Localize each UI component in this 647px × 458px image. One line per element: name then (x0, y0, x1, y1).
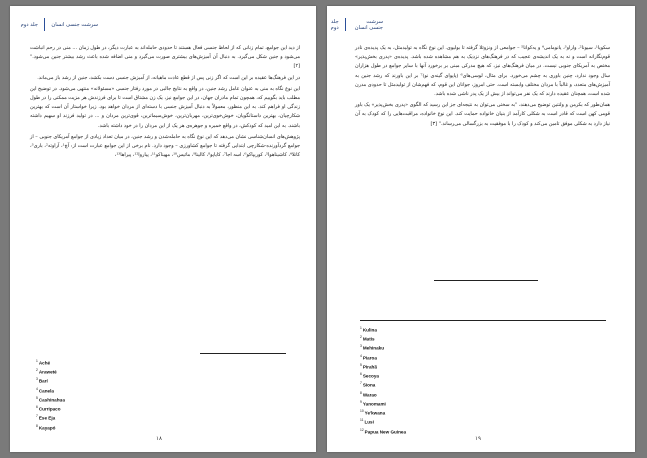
paragraph: از دید این جوامع، تمام زنانی که از لحاظ جنسی فعال هستند تا حدودی حامله‌اند به عبارت دیگر، در طول زمان ... منی در رحم انباشت می‌شود و جنین شکل می‌گیرد. به دنبال آن آمیزش‌های بیشتری صورت می‌گیرد و منی اضافه شده باعث رشد بیشتر جنین می‌شود." [۲] (30, 45, 300, 70)
paragraph: در این فرهنگ‌ها عقیده بر این است که اگر زنی پس از قطع عادت ماهیانه، از آمیزش جنسی دست بکشد، جنین از رشد باز می‌ماند. (37, 74, 300, 81)
paragraph: همان‌طور که بکرمن و ولنتین توضیح می‌دهند، "به سختی می‌توان به نتیجه‌ای جز این رسید که الگوی «پدری بخش‌پذیر» یک باور قومی کهن است که قادر است به شکلی کارآمد از بنیان خانواده حمایت کند. این نوع خانواده، مراقبت‌هایی را که کودک به آن نیاز دارد به شکلی موفق تامین می‌کند و کودک را با موفقیت به بزرگسالی می‌رساند." [۳] (355, 102, 610, 127)
paragraph: سکویا¹، سیونا²، واراو³، یانومامی⁴ و یه‌کوانا⁵ – جوامعی از ونزوئلا گرفته تا بولیوی. این نوع نگاه به تولیدمثل، به یک پدیده‌ی نادر قوم‌نگارانه است و نه به یک اندیشه‌ی عجیب که در فرهنگ‌های نزدیک به هم مشاهده شده باشد. پدیده‌ی «پدری بخش‌پذیر» مختص به آمریکای جنوبی نیست. در میان فرهنگ‌های نیز، که هیچ مدرکی مبنی بر برخورد آنها با سایر جوامع در طول هزاران سال وجود ندارد، چنین باوری به چشم می‌خورد. برای مثال، لوسی‌های⁶ (پاپوای گینه‌ی نو)⁷ بر این باورند که رشد جنین به آمیزش‌های متعدد، و غالباً با مردان مختلف وابسته است. حتی امروز، جوانان این قوم، که فهم‌شان از تولیدمثل تا حدودی مدرن شده است، همچنان عقیده دارند که یک نفر می‌تواند از بیش از یک پدر ناشی شده باشد. (355, 45, 610, 98)
footnotes (360, 325, 406, 436)
right-page (327, 6, 635, 452)
footnote: $^4$Canela (36, 386, 54, 394)
page-header (327, 18, 383, 31)
footnote: $^{11}$Lusi (360, 418, 374, 425)
volume-label: جلد دوم (20, 21, 38, 28)
footnote: $^6$Curripaco (36, 405, 61, 412)
footnote: $^3$Mehinaku (360, 344, 385, 351)
footnote: $^4$Piaroa (360, 353, 377, 361)
page-header (21, 18, 98, 31)
paragraph: این نوع نگاه به منی به عنوان عامل رشد جنین، در واقع به نتایج جالبی در مورد رفتار جنسی «مسئولانه» منتهی می‌شود. در توضیح این مطلب باید بگوییم که، همچون تمام مادران جهان، در این جوامع نیز، یک زن مشتاق است تا برای فرزندش هر مزیت ممکنی را در طول زندگی او فراهم کند. به این منظور، معمولاً به دنبال آمیزش جنسی با دسته‌ای از مردان خواهد بود. زیرا خواستار آن است که بهترین شکارچیان، بهترین داستانگویان، خوش‌خوی‌ترین، مهربان‌ترین، خوش‌سیماترین، قوی‌ترین مردان و ... در تولید فرزند او سهیم داشته باشند. به این امید که کودکش، در واقع خمیره و جوهره‌ی هر یک از این مردان را در خود داشته باشد. (30, 85, 300, 129)
paragraph: پژوهش‌های انسان‌شناسی نشان می‌دهد که این نوع نگاه به حامله‌شدن و رشد جنین، در میان تعداد زیادی از جوامع آمریکای جنوبی – از جوامع گردآورنده-شکارچی ابتدایی گرفته تا جوامع کشاورزی – وجود دارد. نام برخی از این جوامع عبارت است از: آچ¹، آراوته²، باری³، کانلا⁴، کاشینا‌هوا⁵، کوریپاکو⁶، اسه اجا⁷، کایاپو⁸، کالینا⁹، ماتیس¹⁰، مهیناکو¹¹، پیاروا¹²، پیراها¹³، (30, 133, 300, 159)
footnote: $^7$Ese Eja (36, 414, 56, 421)
footnote: $^6$Secoya (360, 372, 379, 379)
page-number: ۱۹ (475, 436, 481, 442)
footnote: $^5$Pirahã (360, 362, 377, 370)
page-number: ۱۸ (156, 436, 162, 442)
body-text (355, 44, 610, 131)
book-title: سرشت جنسی انسان (354, 18, 383, 31)
footnote: $^3$Barí (36, 377, 48, 384)
book-title: سرشت جنسی انسان (51, 21, 98, 28)
header-divider (345, 18, 346, 31)
footnote: $^{12}$Papua New Guinea (360, 427, 407, 435)
footnote: $^{10}$Ye'kwana (360, 409, 386, 416)
footnote: $^8$Warao (360, 390, 377, 398)
left-page (10, 6, 316, 452)
footnote: $^7$Siona (360, 381, 376, 388)
volume-label: جلد دوم (330, 18, 339, 31)
footnote: $^5$Cashinahua (36, 395, 65, 403)
footnote: $^1$Kulina (360, 326, 377, 333)
footnote-separator (360, 320, 606, 321)
footnote: $^2$Araweté (36, 368, 57, 375)
footnotes (36, 358, 65, 432)
text-end-rule (434, 280, 538, 281)
header-divider (44, 18, 46, 31)
footnote: $^1$Aché (36, 359, 51, 366)
footnote: $^9$Yanomami (360, 399, 386, 407)
body-text (30, 44, 300, 162)
footnote: $^2$Matis (360, 335, 375, 342)
text-end-rule (200, 353, 286, 354)
footnote: $^8$Kayapó (36, 423, 56, 431)
